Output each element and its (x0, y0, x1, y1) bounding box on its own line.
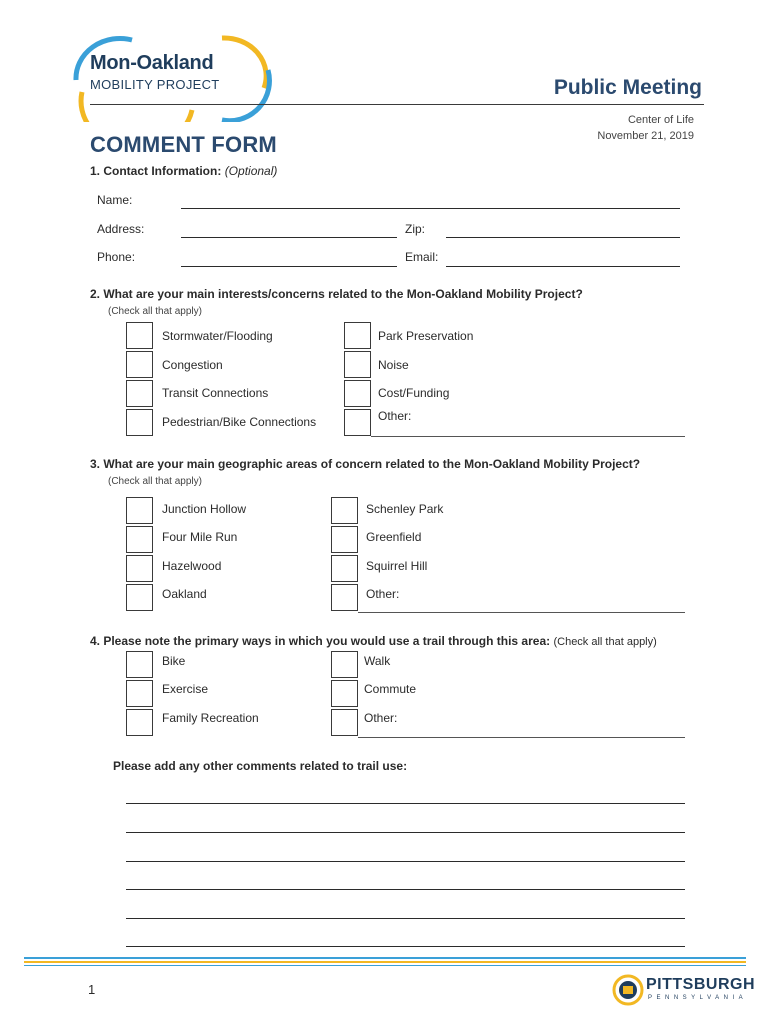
section2-hint: (Check all that apply) (108, 306, 202, 317)
phone-label: Phone: (97, 250, 136, 264)
trail-use-checkbox[interactable] (331, 651, 358, 678)
area-option: Four Mile Run (162, 530, 238, 544)
comment-line[interactable] (126, 832, 685, 833)
pittsburgh-logo (612, 972, 755, 1008)
page-number: 1 (88, 982, 96, 997)
trail-use-option: Bike (162, 654, 186, 668)
trail-use-option: Family Recreation (162, 711, 259, 725)
interest-checkbox[interactable] (344, 409, 371, 436)
email-label: Email: (405, 250, 439, 264)
name-label: Name: (97, 193, 133, 207)
zip-field[interactable] (446, 237, 680, 238)
section1-heading: 1. Contact Information: (90, 164, 222, 178)
area-option: Junction Hollow (162, 502, 247, 516)
meeting-title: Public Meeting (553, 76, 702, 99)
trail-use-checkbox[interactable] (126, 709, 153, 736)
section4-heading: 4. Please note the primary ways in which you would use a trail through this area: (90, 634, 551, 648)
comment-line[interactable] (126, 889, 685, 890)
address-field[interactable] (181, 237, 397, 238)
area-checkbox[interactable] (331, 584, 358, 611)
footer-stripe-gold (24, 961, 746, 963)
interest-option: Other: (378, 409, 412, 423)
interest-checkbox[interactable] (126, 322, 153, 349)
comments-prompt: Please add any other comments related to trail use: (113, 759, 408, 773)
comment-line[interactable] (126, 946, 685, 947)
interest-checkbox[interactable] (344, 380, 371, 407)
comment-line[interactable] (126, 918, 685, 919)
city-seal-icon (612, 974, 644, 1006)
area-checkbox[interactable] (331, 555, 358, 582)
interest-checkbox[interactable] (344, 351, 371, 378)
area-option: Schenley Park (366, 502, 444, 516)
interest-option: Transit Connections (162, 386, 269, 400)
meeting-date: November 21, 2019 (597, 130, 694, 142)
meeting-location: Center of Life (627, 114, 694, 126)
section1-optional: (Optional) (224, 164, 278, 178)
trail-use-option: Other: (364, 711, 398, 725)
area-option: Greenfield (366, 530, 422, 544)
logo-subtitle: MOBILITY PROJECT (90, 77, 220, 92)
area-option: Squirrel Hill (366, 559, 428, 573)
area-checkbox[interactable] (126, 555, 153, 582)
section3-hint: (Check all that apply) (108, 476, 202, 487)
logo-title: Mon-Oakland (90, 52, 214, 74)
area-option: Other: (366, 587, 400, 601)
section2-title: 2. What are your main interests/concerns related to the Mon-Oakland Mobility Project? (90, 287, 583, 301)
trail-use-option: Exercise (162, 682, 209, 696)
name-field[interactable] (181, 208, 680, 209)
section3-title: 3. What are your main geographic areas of concern related to the Mon-Oakland Mobility Project? (90, 457, 641, 471)
interest-option: Noise (378, 358, 409, 372)
trail-use-checkbox[interactable] (331, 680, 358, 707)
interest-option: Pedestrian/Bike Connections (162, 415, 317, 429)
phone-field[interactable] (181, 266, 397, 267)
city-name: PITTSBURGH (646, 976, 755, 993)
address-label: Address: (97, 222, 145, 236)
footer-stripe-blue (24, 957, 746, 959)
section4-hint: (Check all that apply) (553, 636, 657, 648)
area-checkbox[interactable] (331, 526, 358, 553)
area-option: Hazelwood (162, 559, 222, 573)
area-other-line[interactable] (358, 612, 685, 613)
interest-option: Park Preservation (378, 329, 474, 343)
trail-use-option: Walk (364, 654, 391, 668)
trail-use-checkbox[interactable] (126, 680, 153, 707)
zip-label: Zip: (405, 222, 426, 236)
area-checkbox[interactable] (126, 497, 153, 524)
section1-title (90, 164, 277, 178)
trail-use-checkbox[interactable] (126, 651, 153, 678)
section4-title (90, 634, 657, 648)
interest-checkbox[interactable] (126, 409, 153, 436)
area-checkbox[interactable] (126, 584, 153, 611)
city-state: PENNSYLVANIA (648, 995, 748, 1001)
header-rule (90, 104, 704, 105)
interest-other-line[interactable] (371, 436, 685, 437)
email-field[interactable] (446, 266, 680, 267)
interest-checkbox[interactable] (344, 322, 371, 349)
interest-checkbox[interactable] (126, 351, 153, 378)
logo-rings-icon (72, 30, 272, 122)
mon-oakland-logo (72, 30, 272, 122)
comment-line[interactable] (126, 861, 685, 862)
area-option: Oakland (162, 587, 207, 601)
trail-use-option: Commute (364, 682, 417, 696)
trail-use-checkbox[interactable] (331, 709, 358, 736)
footer-stripe-blue-thin (24, 965, 746, 966)
interest-option: Cost/Funding (378, 386, 450, 400)
area-checkbox[interactable] (331, 497, 358, 524)
form-title: COMMENT FORM (90, 132, 277, 157)
interest-checkbox[interactable] (126, 380, 153, 407)
comment-line[interactable] (126, 803, 685, 804)
trail-use-other-line[interactable] (358, 737, 685, 738)
interest-option: Congestion (162, 358, 223, 372)
area-checkbox[interactable] (126, 526, 153, 553)
interest-option: Stormwater/Flooding (162, 329, 273, 343)
